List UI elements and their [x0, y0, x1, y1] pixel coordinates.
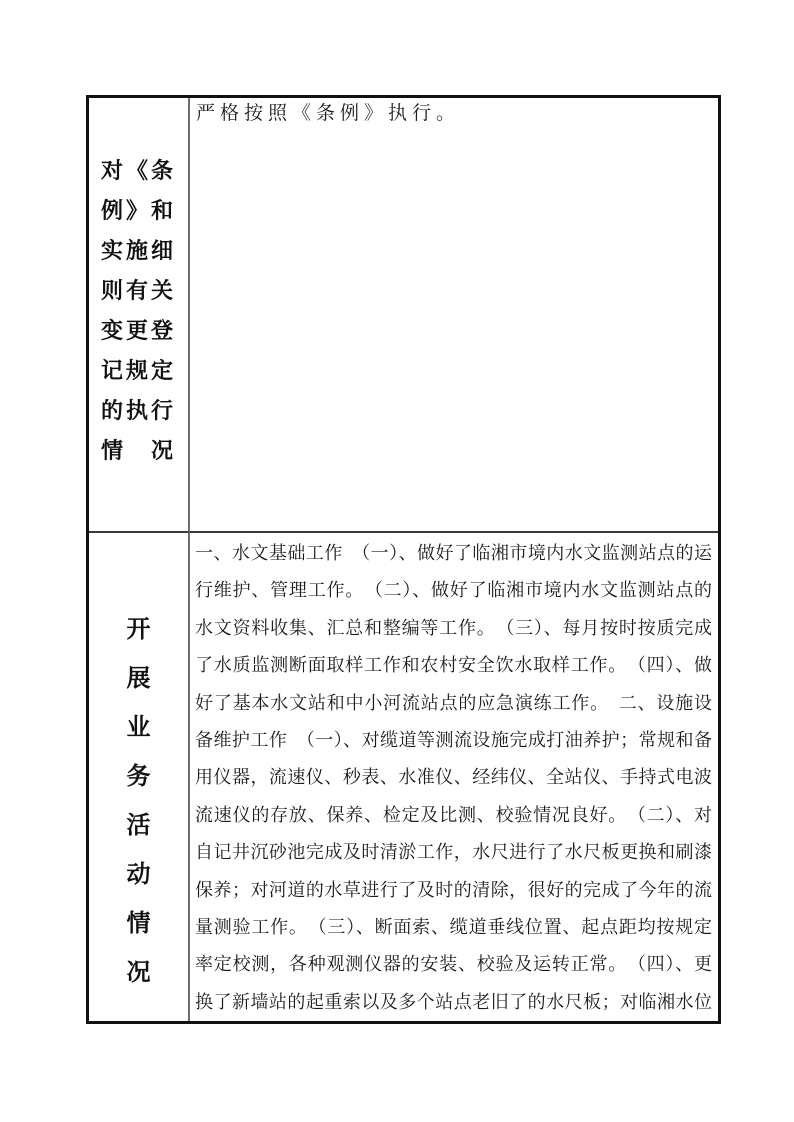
row2-header-cell	[89, 533, 190, 1021]
row1-body-cell	[190, 98, 718, 533]
header-line: 例》和	[100, 197, 176, 223]
report-text-line: 自记井沉砂池完成及时清淤工作，水尺进行了水尺板更换和刷漆	[195, 842, 712, 863]
report-text-line: 保养；对河道的水草进行了及时的清除，很好的完成了今年的流	[195, 879, 712, 900]
report-text-line: 行维护、管理工作。 （二）、做好了临湘市境内水文监测站点的	[195, 580, 712, 601]
report-text-line: 水文资料收集、汇总和整编等工作。 （三）、每月按时按质完成	[195, 617, 712, 638]
header-line: 则有关	[100, 277, 176, 303]
report-text-line: 用仪器，流速仪、秒表、水准仪、经纬仪、全站仪、手持式电波	[195, 767, 712, 788]
report-text-line: 好了基本水文站和中小河流站点的应急演练工作。 二、设施设	[195, 692, 712, 713]
report-text-line: 换了新墙站的起重索以及多个站点老旧了的水尺板；对临湘水位	[195, 991, 712, 1012]
report-text-line: 一、水文基础工作 （一）、做好了临湘市境内水文监测站点的运	[195, 543, 712, 563]
header-char: 况	[126, 960, 151, 986]
header-char: 务	[126, 764, 151, 790]
header-char: 活	[126, 813, 151, 839]
header-char: 动	[126, 862, 151, 888]
report-text-line: 量测验工作。 （三）、断面索、缆道垂线位置、起点距均按规定	[195, 917, 712, 938]
report-text-line: 流速仪的存放、保养、检定及比测、校验情况良好。 （二）、对	[195, 804, 712, 825]
report-text-line: 了水质监测断面取样工作和农村安全饮水取样工作。 （四）、做	[195, 655, 712, 676]
report-text-line: 备维护工作 （一）、对缆道等测流设施完成打油养护；常规和备	[195, 730, 712, 751]
header-char: 开	[126, 617, 151, 643]
header-line: 情 况	[100, 437, 176, 463]
row1-header-cell	[89, 98, 190, 533]
header-line: 的执行	[100, 397, 176, 423]
header-line: 对《条	[100, 157, 176, 183]
header-line: 变更登	[100, 317, 176, 343]
header-char: 情	[126, 911, 151, 937]
report-text-line: 率定校测，各种观测仪器的安装、校验及运转正常。 （四）、更	[195, 954, 712, 975]
report-table	[86, 95, 721, 1024]
header-char: 展	[126, 666, 151, 692]
header-line: 记规定	[100, 357, 176, 383]
header-char: 业	[126, 715, 151, 741]
regulation-compliance-text: 严格按照《条例》执行。	[196, 103, 461, 124]
row2-body-cell	[190, 533, 718, 1021]
header-line: 实施细	[100, 237, 176, 263]
